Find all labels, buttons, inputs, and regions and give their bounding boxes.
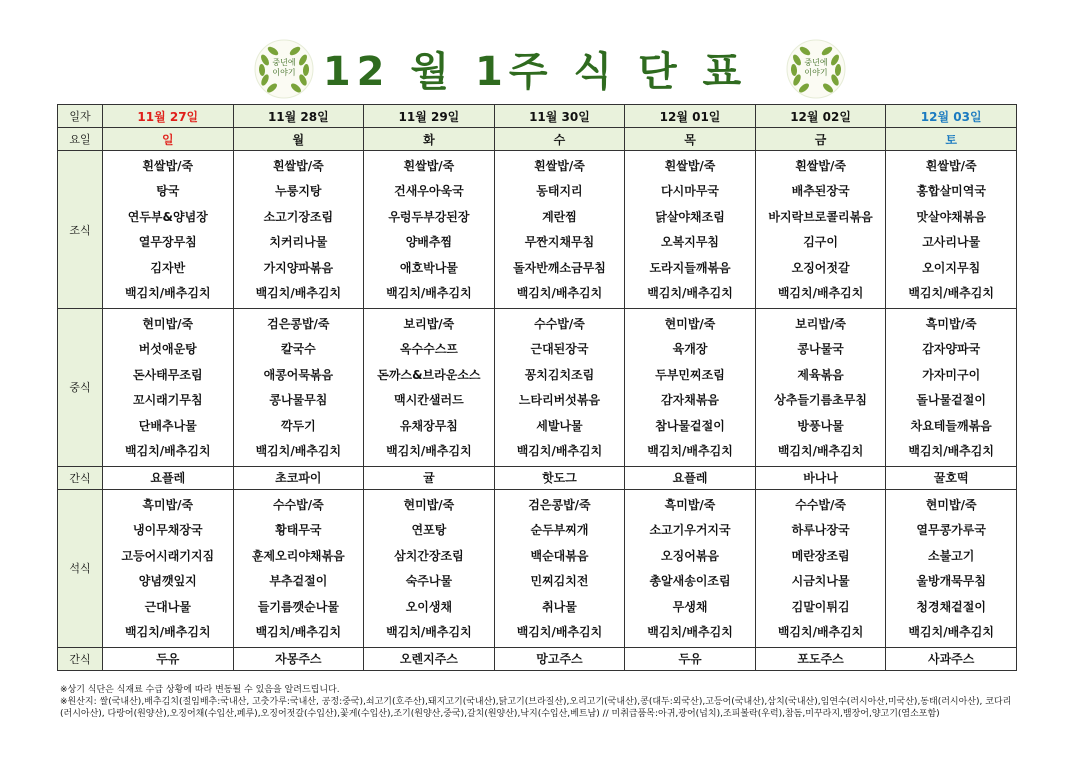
menu-item: 김자반 [150, 260, 186, 275]
menu-item: 근대나물 [144, 599, 191, 614]
menu-item: 백김치/배추김치 [777, 444, 864, 459]
menu-item: 단배추나물 [138, 418, 197, 433]
row-label-breakfast: 조식 [58, 151, 103, 309]
dinner-cell [625, 489, 756, 647]
weekday-cell: 월 [233, 128, 364, 151]
date-cell: 11월 27일 [103, 105, 234, 128]
menu-item-list [886, 151, 1016, 308]
dinner-cell [103, 489, 234, 647]
lunch-cell [103, 309, 234, 467]
menu-item: 흑미밥/죽 [664, 497, 716, 512]
dinner-cell [886, 489, 1017, 647]
menu-item: 가지양파볶음 [263, 260, 334, 275]
row-label-snack1: 간식 [58, 466, 103, 489]
menu-item: 백순대볶음 [530, 548, 589, 563]
menu-item: 누룽지탕 [275, 184, 322, 199]
menu-item: 느타리버섯볶음 [518, 393, 601, 408]
menu-item: 숙주나물 [405, 574, 453, 589]
weekday-cell: 금 [755, 128, 886, 151]
menu-item: 동태지리 [536, 184, 583, 199]
menu-item: 고등어시래기지짐 [121, 548, 215, 563]
menu-item: 하루나장국 [791, 523, 850, 538]
row-label-lunch: 중식 [58, 309, 103, 467]
menu-item: 건새우아욱국 [394, 184, 464, 199]
menu-item: 돌자반깨소금무침 [513, 260, 606, 275]
snack1-cell: 요플레 [103, 466, 234, 489]
menu-item: 연두부&양념장 [127, 209, 208, 224]
lunch-cell [364, 309, 495, 467]
menu-item: 백김치/배추김치 [386, 286, 472, 301]
menu-item-list [886, 490, 1016, 647]
breakfast-cell [494, 151, 625, 309]
menu-item: 옥수수스프 [399, 342, 458, 357]
menu-item: 칼국수 [280, 342, 316, 357]
menu-item-list [886, 309, 1016, 466]
logo-text [785, 58, 847, 78]
menu-item: 제육볶음 [797, 367, 844, 382]
menu-table-body [58, 105, 1017, 671]
snack1-cell: 귤 [364, 466, 495, 489]
menu-item: 흰쌀밥/죽 [534, 158, 585, 173]
menu-item: 현미밥/죽 [142, 316, 194, 331]
menu-item: 김구이 [803, 235, 838, 250]
menu-item: 부추겉절이 [269, 574, 328, 589]
date-cell: 11월 28일 [233, 105, 364, 128]
page-title: 12 월 1주 식 단 표 [322, 49, 748, 95]
menu-item-list [234, 490, 364, 647]
menu-item: 수수밥/죽 [534, 316, 585, 331]
menu-item: 총알새송이조림 [649, 574, 731, 589]
row-label-snack2: 간식 [58, 647, 103, 670]
menu-item: 오복지무침 [661, 235, 720, 250]
snack2-cell: 두유 [103, 647, 234, 670]
menu-item-list [103, 151, 233, 308]
menu-item: 메란장조림 [791, 548, 850, 563]
menu-item: 맛살야채볶음 [916, 209, 986, 224]
menu-item: 청경채겉절이 [916, 599, 986, 614]
logo-line-2: 이야기 [272, 68, 296, 77]
snack1-cell: 핫도그 [494, 466, 625, 489]
menu-item: 참나물겉절이 [655, 418, 725, 433]
lunch-row [58, 309, 1017, 467]
note-line: ※원산지: 쌀(국내산),배추김치(절임배추:국내산, 고춧가루:국내산, 공정:중국),쇠고기(호주산),돼지고기(국내산),닭고기(브라질산),오리고기(국내산),콩(대두:외국산),고등어(국내산),삼치(국내산),임연수(러시아산,미국산),동태(러시아산), 코다리(러시아산), 다랑어(원양산),오징어채(수입산,페루),오징어젓갈(수입산),꽃게(수입산),조기(원양산,중국),갈치(원양산),낙지(수입산,베트남) // 미취급품목:아귀,광어(넙치),조피볼락(우럭),참돔,미꾸라지,뱀장어,양고기(염소포함) [60, 697, 1012, 719]
menu-item: 백김치/배추김치 [908, 286, 994, 301]
menu-item: 소고기우거지국 [649, 523, 731, 538]
menu-item: 취나물 [542, 599, 577, 614]
breakfast-cell [364, 151, 495, 309]
row-label-weekday: 요일 [58, 128, 103, 151]
menu-item: 양배추찜 [405, 235, 453, 250]
menu-item: 차요테들깨볶음 [910, 418, 992, 433]
breakfast-cell [625, 151, 756, 309]
menu-item: 보리밥/죽 [795, 316, 846, 331]
snack1-cell: 요플레 [625, 466, 756, 489]
logo-right [785, 38, 847, 100]
weekday-cell: 수 [494, 128, 625, 151]
menu-item-list [234, 151, 364, 308]
menu-item: 가자미구이 [922, 367, 981, 382]
snack1-cell: 초코파이 [233, 466, 364, 489]
row-label-date: 일자 [58, 105, 103, 128]
menu-item: 배추된장국 [791, 184, 850, 199]
breakfast-row [58, 151, 1017, 309]
menu-item-list [364, 490, 494, 647]
menu-item: 흰쌀밥/죽 [795, 158, 846, 173]
snack2-cell: 포도주스 [755, 647, 886, 670]
menu-item: 수수밥/죽 [272, 497, 324, 512]
date-row [58, 105, 1017, 128]
menu-item-list [625, 490, 755, 647]
breakfast-cell [233, 151, 364, 309]
menu-item: 백김치/배추김치 [516, 625, 603, 640]
menu-item-list [756, 309, 886, 466]
menu-item: 흰쌀밥/죽 [403, 158, 455, 173]
menu-item: 상추들기름초무침 [774, 393, 867, 408]
menu-item: 들기름깻순나물 [257, 599, 339, 614]
menu-item: 현미밥/죽 [664, 316, 716, 331]
menu-item: 홍합살미역국 [916, 184, 986, 199]
menu-item: 꽁치김치조림 [524, 367, 595, 382]
menu-item: 백김치/배추김치 [647, 625, 733, 640]
menu-item: 방풍나물 [797, 418, 844, 433]
menu-item: 닭살야채조림 [655, 209, 725, 224]
menu-item: 민찌김치전 [530, 574, 589, 589]
snack2-cell: 사과주스 [886, 647, 1017, 670]
menu-item: 계란찜 [542, 209, 577, 224]
snack2-cell: 두유 [625, 647, 756, 670]
menu-item: 검은콩밥/죽 [528, 497, 591, 512]
menu-item: 백김치/배추김치 [125, 625, 211, 640]
date-cell: 12월 02일 [755, 105, 886, 128]
menu-item: 냉이무채장국 [133, 523, 203, 538]
menu-item: 백김치/배추김치 [647, 286, 733, 301]
menu-item: 백김치/배추김치 [516, 444, 603, 459]
menu-item: 백김치/배추김치 [908, 444, 994, 459]
menu-item: 백김치/배추김치 [255, 444, 342, 459]
menu-item-list [625, 151, 755, 308]
date-cell: 12월 03일 [886, 105, 1017, 128]
dinner-cell [755, 489, 886, 647]
menu-item-list [103, 309, 233, 466]
menu-item-list [234, 309, 364, 466]
menu-item: 감자양파국 [922, 342, 981, 357]
menu-item: 콩나물무침 [269, 393, 328, 408]
menu-item: 흰쌀밥/죽 [664, 158, 716, 173]
menu-item: 백김치/배추김치 [516, 286, 603, 301]
menu-item: 흰쌀밥/죽 [272, 158, 324, 173]
dinner-cell [233, 489, 364, 647]
date-cell: 11월 30일 [494, 105, 625, 128]
menu-item: 백김치/배추김치 [255, 286, 342, 301]
menu-item: 다시마무국 [661, 184, 720, 199]
menu-item: 콩나물국 [797, 342, 844, 357]
menu-item: 흑미밥/죽 [142, 497, 194, 512]
menu-item: 고사리나물 [922, 235, 981, 250]
menu-item-list [364, 309, 494, 466]
menu-item: 오징어볶음 [661, 548, 720, 563]
menu-item: 훈제오리야채볶음 [251, 548, 345, 563]
lunch-cell [233, 309, 364, 467]
menu-item: 흰쌀밥/죽 [925, 158, 977, 173]
menu-item: 유채장무침 [399, 418, 458, 433]
snack2-cell: 자몽주스 [233, 647, 364, 670]
menu-item: 백김치/배추김치 [908, 625, 994, 640]
menu-item-list [495, 490, 625, 647]
menu-item: 돈사태무조림 [133, 367, 203, 382]
menu-item: 백김치/배추김치 [777, 286, 864, 301]
menu-item: 순두부찌개 [530, 523, 589, 538]
logo-line-1: 중년에 [804, 58, 828, 67]
weekday-cell: 일 [103, 128, 234, 151]
menu-item: 탕국 [156, 184, 180, 199]
snack2-cell: 오렌지주스 [364, 647, 495, 670]
lunch-cell [886, 309, 1017, 467]
menu-item-list [364, 151, 494, 308]
menu-item: 꼬시래기무침 [133, 393, 203, 408]
menu-item: 치커리나물 [269, 235, 328, 250]
menu-item: 백김치/배추김치 [386, 444, 472, 459]
menu-item: 백김치/배추김치 [125, 286, 211, 301]
menu-item: 감자채볶음 [661, 393, 720, 408]
menu-item: 맥시칸샐러드 [394, 393, 464, 408]
breakfast-cell [755, 151, 886, 309]
lunch-cell [494, 309, 625, 467]
menu-item-list [495, 309, 625, 466]
menu-item: 무짠지채무침 [524, 235, 595, 250]
menu-item: 흰쌀밥/죽 [142, 158, 194, 173]
menu-item: 오이생채 [405, 599, 453, 614]
menu-item: 열무콩가루국 [916, 523, 986, 538]
menu-item: 무생채 [672, 599, 708, 614]
menu-item: 세발나물 [536, 418, 583, 433]
menu-table [57, 104, 1017, 671]
menu-item: 현미밥/죽 [403, 497, 455, 512]
menu-item: 애콩어묵볶음 [263, 367, 334, 382]
menu-item-list [625, 309, 755, 466]
notes [60, 684, 1020, 720]
menu-item-list [103, 490, 233, 647]
menu-item: 흑미밥/죽 [925, 316, 977, 331]
weekday-row [58, 128, 1017, 151]
weekday-cell: 목 [625, 128, 756, 151]
snack2-row [58, 647, 1017, 670]
menu-item: 검은콩밥/죽 [267, 316, 330, 331]
menu-item: 육개장 [672, 342, 708, 357]
dinner-cell [494, 489, 625, 647]
breakfast-cell [886, 151, 1017, 309]
date-cell: 12월 01일 [625, 105, 756, 128]
menu-item: 오이지무침 [922, 260, 981, 275]
menu-item: 오징어젓갈 [791, 260, 850, 275]
breakfast-cell [103, 151, 234, 309]
menu-item: 소고기장조림 [263, 209, 334, 224]
menu-item: 우렁두부강된장 [388, 209, 470, 224]
menu-item: 울방개묵무침 [916, 574, 986, 589]
date-cell: 11월 29일 [364, 105, 495, 128]
menu-item: 시금치나물 [791, 574, 850, 589]
menu-item: 백김치/배추김치 [777, 625, 864, 640]
menu-item: 수수밥/죽 [795, 497, 846, 512]
menu-item: 현미밥/죽 [925, 497, 977, 512]
logo-line-2: 이야기 [804, 68, 828, 77]
menu-item: 백김치/배추김치 [255, 625, 342, 640]
menu-item: 도라지들깨볶음 [649, 260, 731, 275]
snack1-cell: 꿀호떡 [886, 466, 1017, 489]
lunch-cell [755, 309, 886, 467]
weekday-cell: 화 [364, 128, 495, 151]
menu-item: 근대된장국 [530, 342, 589, 357]
snack2-cell: 망고주스 [494, 647, 625, 670]
menu-item: 돌나물겉절이 [916, 393, 986, 408]
note-line: ※상기 식단은 식재료 수급 상황에 따라 변동될 수 있음을 알려드립니다. [60, 685, 340, 695]
menu-item-list [756, 490, 886, 647]
menu-item: 양념깻잎지 [138, 574, 197, 589]
menu-item: 버섯애운탕 [138, 342, 197, 357]
menu-item: 애호박나물 [399, 260, 458, 275]
menu-item: 백김치/배추김치 [386, 625, 472, 640]
row-label-dinner: 석식 [58, 489, 103, 647]
menu-item: 백김치/배추김치 [125, 444, 211, 459]
weekday-cell: 토 [886, 128, 1017, 151]
menu-item: 삼치간장조림 [394, 548, 464, 563]
menu-item: 황태무국 [275, 523, 322, 538]
snack1-row [58, 466, 1017, 489]
menu-item: 깍두기 [280, 418, 316, 433]
menu-item: 김말이튀김 [791, 599, 850, 614]
menu-item: 소불고기 [928, 548, 975, 563]
menu-item: 연포탕 [411, 523, 447, 538]
lunch-cell [625, 309, 756, 467]
menu-item: 열무장무침 [138, 235, 197, 250]
menu-item-list [756, 151, 886, 308]
menu-item: 두부민찌조림 [655, 367, 725, 382]
dinner-row [58, 489, 1017, 647]
menu-item: 바지락브로콜리볶음 [768, 209, 873, 224]
logo-line-1: 중년에 [272, 58, 296, 67]
dinner-cell [364, 489, 495, 647]
menu-item: 돈까스&브라운소스 [377, 367, 481, 382]
menu-item: 백김치/배추김치 [647, 444, 733, 459]
menu-item-list [495, 151, 625, 308]
menu-item: 보리밥/죽 [403, 316, 455, 331]
snack1-cell: 바나나 [755, 466, 886, 489]
